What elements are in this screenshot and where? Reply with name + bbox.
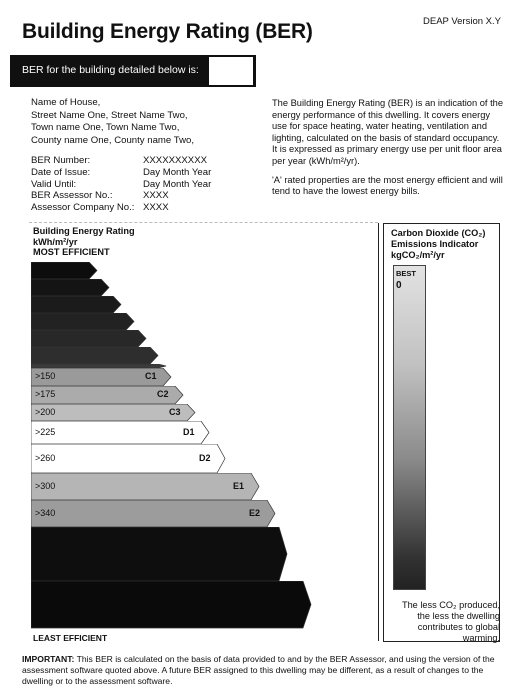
important-label: IMPORTANT: bbox=[22, 654, 75, 664]
intro-text bbox=[272, 98, 504, 205]
detail-row bbox=[31, 190, 211, 202]
intro-paragraph: The Building Energy Rating (BER) is an indication of the energy performance of this dwelling. It covers energy use for space heating, water heating, ventilation and lighting, calculated on the basis of standard occupancy. It is expressed as primary energy use per unit floor area per year (kWh/m²/yr). bbox=[272, 98, 503, 166]
rating-band-unlabeled-3 bbox=[31, 313, 136, 331]
rating-band-unlabeled-1 bbox=[31, 279, 111, 297]
important-text: This BER is calculated on the basis of data provided to and by the BER Assessor, and using the version of the assessment software quoted above. A future BER assigned to this dwelling may be different, as a result of changes to the dwelling or to the assessment software. bbox=[22, 654, 495, 686]
rating-band-unlabeled-14 bbox=[31, 527, 289, 582]
address-line: Name of House, bbox=[31, 97, 101, 108]
detail-row bbox=[31, 155, 211, 167]
rating-band-unlabeled-15 bbox=[31, 581, 313, 629]
detail-value: Day Month Year bbox=[143, 166, 212, 178]
rating-heading bbox=[33, 226, 135, 258]
co2-subtitle: Emissions Indicator bbox=[391, 239, 479, 249]
detail-value: Day Month Year bbox=[143, 178, 212, 190]
co2-indicator-scale bbox=[393, 265, 426, 590]
address-line: Street Name One, Street Name Two, bbox=[31, 109, 188, 121]
band-threshold: >300 bbox=[35, 480, 56, 491]
intro-paragraph: 'A' rated properties are the most energy efficient and will tend to have the lowest energy bills. bbox=[272, 174, 503, 197]
band-label: C2 bbox=[157, 389, 169, 399]
band-threshold: >175 bbox=[35, 389, 56, 399]
software-version: DEAP Version X.Y bbox=[423, 16, 501, 27]
rating-band-unlabeled-2 bbox=[31, 296, 123, 314]
ber-result-box bbox=[209, 57, 253, 85]
band-label: E2 bbox=[249, 507, 261, 518]
band-threshold: >150 bbox=[35, 371, 56, 381]
rating-band-d2 bbox=[31, 444, 227, 474]
detail-row bbox=[31, 179, 211, 191]
rating-band-e2 bbox=[31, 500, 277, 528]
detail-row bbox=[31, 202, 211, 214]
co2-footer-text: The less CO₂ produced, the less the dwelling contributes to global warming. bbox=[401, 600, 500, 643]
band-threshold: >260 bbox=[35, 452, 56, 463]
rating-band-unlabeled-0 bbox=[31, 262, 99, 280]
band-threshold: >200 bbox=[35, 406, 56, 417]
detail-label: BER Assessor No.: bbox=[31, 190, 113, 202]
address-line: County name One, County name Two, bbox=[31, 134, 195, 146]
address-block bbox=[31, 97, 194, 147]
detail-value: XXXX bbox=[143, 190, 169, 202]
co2-heading bbox=[391, 228, 485, 261]
rating-band-unlabeled-5 bbox=[31, 347, 160, 365]
detail-row bbox=[31, 167, 211, 179]
address-line: Town name One, Town Name Two, bbox=[31, 122, 180, 133]
page-title: Building Energy Rating (BER) bbox=[22, 20, 313, 43]
detail-value: XXXX bbox=[143, 202, 169, 214]
band-label: E1 bbox=[233, 480, 245, 491]
least-efficient-label: LEAST EFFICIENT bbox=[33, 633, 108, 643]
rating-band-unlabeled-4 bbox=[31, 330, 148, 348]
rating-title: Building Energy Rating bbox=[33, 226, 135, 236]
band-threshold: >225 bbox=[35, 426, 56, 437]
co2-best-value: 0 bbox=[396, 280, 402, 291]
detail-label: Valid Until: bbox=[31, 178, 77, 190]
most-efficient-label: MOST EFFICIENT bbox=[33, 247, 110, 258]
detail-value: XXXXXXXXXX bbox=[143, 155, 207, 166]
band-label: C3 bbox=[169, 406, 181, 417]
rating-band-e1 bbox=[31, 473, 261, 501]
ber-result-label: BER for the building detailed below is: bbox=[22, 64, 199, 76]
band-label: D2 bbox=[199, 452, 211, 463]
important-notice bbox=[22, 654, 502, 687]
co2-unit: kgCO₂/m²/yr bbox=[391, 250, 445, 260]
band-threshold: >340 bbox=[35, 507, 56, 518]
detail-label: Date of Issue: bbox=[31, 166, 91, 178]
band-label: C1 bbox=[145, 371, 157, 381]
detail-label: BER Number: bbox=[31, 155, 91, 166]
co2-title: Carbon Dioxide (CO₂) bbox=[391, 228, 486, 238]
rating-unit: kWh/m²/yr bbox=[33, 236, 78, 247]
co2-best-label: BEST bbox=[396, 269, 417, 278]
ber-details bbox=[31, 155, 211, 214]
band-label: D1 bbox=[183, 426, 195, 437]
detail-label: Assessor Company No.: bbox=[31, 202, 135, 214]
